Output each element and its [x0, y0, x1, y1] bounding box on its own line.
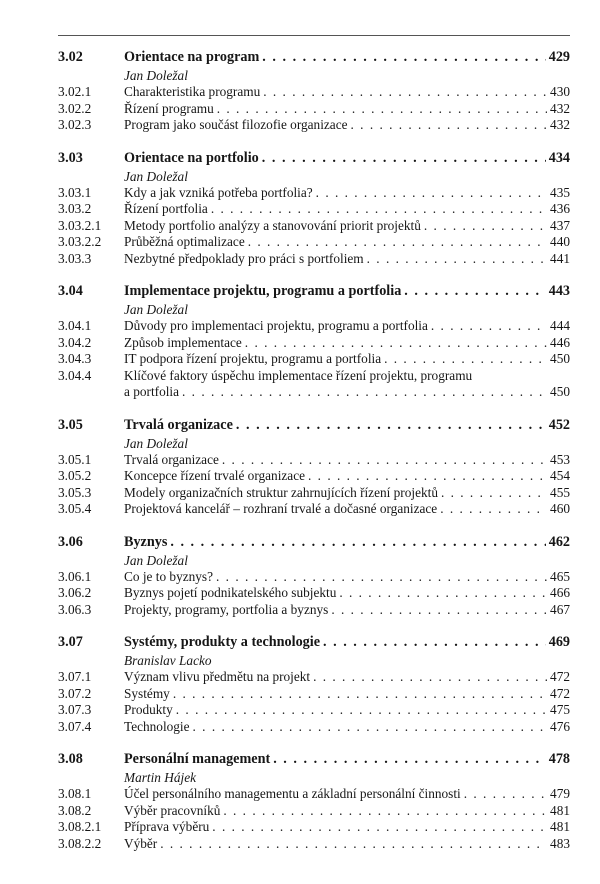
- entry-number: 3.05.2: [58, 468, 92, 483]
- entry-title: Řízení portfolia: [124, 201, 208, 216]
- entry-title: Trvalá organizace: [124, 451, 219, 467]
- entry-page: 466: [550, 585, 570, 600]
- entry-page: 454: [550, 468, 570, 483]
- chapter-number: 3.02: [58, 49, 83, 65]
- author-row: [58, 170, 570, 186]
- entry-page: 450: [550, 384, 570, 399]
- chapter-title: Orientace na portfolio: [124, 149, 259, 166]
- chapter-page: 469: [548, 634, 570, 650]
- chapter-page: 443: [548, 283, 570, 299]
- entry-number: 3.03.2: [58, 201, 92, 216]
- toc-entry: [58, 486, 570, 503]
- entry-title: Důvody pro implementaci projektu, programu a portfolia: [124, 318, 428, 333]
- top-rule: [58, 35, 570, 36]
- chapter-title: Byznys: [124, 533, 168, 550]
- entry-number: 3.02.3: [58, 117, 92, 132]
- toc-entry: [58, 687, 570, 704]
- chapter-heading: [58, 635, 570, 654]
- entry-page: 436: [550, 201, 570, 216]
- entry-number: 3.05.1: [58, 451, 92, 467]
- entry-page: 481: [550, 802, 570, 818]
- chapter-3-06: [58, 535, 570, 620]
- toc-entry: [58, 252, 570, 269]
- entry-number: 3.03.3: [58, 250, 92, 266]
- chapter-title: Personální management: [124, 751, 271, 767]
- entry-number: 3.04.4: [58, 367, 92, 383]
- entry-title: Průběžná optimalizace: [124, 234, 245, 249]
- toc-entry: [58, 336, 570, 353]
- dot-leader: [173, 687, 547, 700]
- chapter-title: Orientace na program: [124, 49, 260, 65]
- dot-leader: [384, 352, 547, 365]
- dot-leader: [262, 50, 545, 64]
- author-row: [58, 303, 570, 319]
- entry-number: 3.03.1: [58, 184, 92, 200]
- entry-title: Charakteristika programu: [124, 84, 261, 99]
- entry-page: 460: [550, 501, 570, 516]
- dot-leader: [440, 502, 547, 515]
- chapter-3-03: [58, 151, 570, 269]
- toc-entry: [58, 352, 570, 369]
- dot-leader: [236, 418, 546, 432]
- chapter-author: Jan Doležal: [124, 68, 188, 83]
- dot-leader: [193, 720, 548, 733]
- entry-page: 450: [550, 351, 570, 366]
- author-row: [58, 437, 570, 453]
- chapter-number: 3.08: [58, 751, 83, 767]
- toc-entry: [58, 85, 570, 102]
- entry-title: Význam vlivu předmětu na projekt: [124, 669, 311, 684]
- entry-page: 444: [550, 318, 570, 333]
- dot-leader: [308, 469, 547, 482]
- dot-leader: [223, 804, 547, 817]
- chapter-author: Jan Doležal: [124, 302, 188, 317]
- entry-page: 465: [550, 568, 570, 584]
- entry-number: 3.07.3: [58, 702, 92, 717]
- dot-leader: [441, 486, 547, 499]
- entry-title: Kdy a jak vzniká potřeba portfolia?: [124, 184, 313, 200]
- entry-page: 432: [550, 100, 570, 116]
- entry-number: 3.04.3: [58, 351, 92, 366]
- entry-number: 3.06.3: [58, 601, 92, 617]
- entry-page: 435: [550, 184, 570, 200]
- entry-title: Metody portfolio analýzy a stanovování priorit projektů: [124, 217, 421, 233]
- chapter-page: 429: [548, 49, 570, 65]
- dot-leader: [464, 787, 547, 800]
- dot-leader: [323, 635, 546, 649]
- dot-leader: [248, 235, 547, 248]
- chapter-title: Implementace projektu, programu a portfolia: [124, 283, 402, 299]
- toc-entry: [58, 603, 570, 620]
- entry-number: 3.04.1: [58, 318, 92, 333]
- entry-number: 3.07.2: [58, 685, 92, 701]
- chapter-number: 3.05: [58, 416, 83, 433]
- dot-leader: [316, 186, 547, 199]
- entry-page: 446: [550, 334, 570, 350]
- chapter-title: Systémy, produkty a technologie: [124, 634, 321, 650]
- entry-title: Technologie: [124, 718, 190, 734]
- entry-title-continuation: a portfolia: [124, 384, 180, 399]
- entry-page: 430: [550, 84, 570, 99]
- toc-entry: [58, 670, 570, 687]
- chapter-title: Trvalá organizace: [124, 416, 233, 433]
- entry-page: 483: [550, 835, 570, 851]
- entry-title: Způsob implementace: [124, 334, 242, 350]
- chapter-author: Martin Hájek: [124, 770, 197, 785]
- chapter-page: 452: [548, 416, 570, 433]
- entry-page: 479: [550, 786, 570, 801]
- entry-page: 432: [550, 117, 570, 132]
- toc-entry: [58, 369, 570, 386]
- entry-number: 3.08.2.2: [58, 835, 102, 851]
- author-row: [58, 554, 570, 570]
- entry-number: 3.06.1: [58, 568, 92, 584]
- author-row: [58, 654, 570, 670]
- chapter-3-08: [58, 752, 570, 853]
- entry-page: 472: [550, 685, 570, 701]
- entry-number: 3.06.2: [58, 585, 92, 600]
- dot-leader: [222, 453, 547, 466]
- entry-title: Příprava výběru: [124, 819, 210, 834]
- toc-entry: [58, 219, 570, 236]
- toc-entry: [58, 453, 570, 470]
- entry-title: Projektová kancelář – rozhraní trvalé a dočasné organizace: [124, 501, 438, 516]
- entry-page: 481: [550, 819, 570, 834]
- toc-entry: [58, 820, 570, 837]
- entry-page: 441: [550, 250, 570, 266]
- dot-leader: [262, 151, 546, 165]
- chapter-heading: [58, 418, 570, 437]
- author-row: [58, 69, 570, 85]
- chapter-number: 3.07: [58, 634, 83, 650]
- entry-page: 455: [550, 484, 570, 500]
- toc-entry: [58, 235, 570, 252]
- entry-title: Koncepce řízení trvalé organizace: [124, 468, 306, 483]
- chapter-heading: [58, 151, 570, 170]
- chapter-3-04: [58, 284, 570, 402]
- entry-title: Systémy: [124, 685, 170, 701]
- dot-leader: [217, 102, 547, 115]
- entry-number: 3.08.2.1: [58, 819, 102, 834]
- chapter-heading: [58, 535, 570, 554]
- dot-leader: [431, 319, 547, 332]
- toc-entry: [58, 319, 570, 336]
- chapter-number: 3.04: [58, 283, 83, 299]
- dot-leader: [273, 752, 546, 766]
- dot-leader: [404, 284, 545, 298]
- toc-entry: [58, 837, 570, 854]
- toc-entry: [58, 787, 570, 804]
- entry-number: 3.08.2: [58, 802, 92, 818]
- chapter-heading: [58, 752, 570, 771]
- toc-entry: [58, 720, 570, 737]
- dot-leader: [212, 820, 547, 833]
- entry-number: 3.02.1: [58, 84, 92, 99]
- entry-title: Co je to byznys?: [124, 568, 214, 584]
- entry-title: Program jako součást filozofie organizace: [124, 117, 348, 132]
- chapter-author: Jan Doležal: [124, 435, 188, 451]
- entry-number: 3.05.3: [58, 484, 92, 500]
- toc-entry: [58, 118, 570, 135]
- entry-number: 3.05.4: [58, 501, 92, 516]
- dot-leader: [211, 202, 547, 215]
- chapter-number: 3.06: [58, 533, 83, 550]
- dot-leader: [245, 336, 547, 349]
- toc-entry: [58, 102, 570, 119]
- toc-entry: [58, 804, 570, 821]
- entry-number: 3.08.1: [58, 786, 92, 801]
- entry-page: 437: [550, 217, 570, 233]
- chapter-author: Jan Doležal: [124, 552, 188, 568]
- toc-entry: [58, 703, 570, 720]
- entry-title: Projekty, programy, portfolia a byznys: [124, 601, 329, 617]
- entry-number: 3.04.2: [58, 334, 92, 350]
- entry-number: 3.07.4: [58, 718, 92, 734]
- entry-page: 476: [550, 718, 570, 734]
- chapter-3-02: [58, 50, 570, 135]
- dot-leader: [331, 603, 547, 616]
- dot-leader: [263, 85, 547, 98]
- table-of-contents: [58, 50, 570, 869]
- chapter-page: 434: [548, 149, 570, 166]
- entry-number: 3.02.2: [58, 100, 92, 116]
- entry-page: 467: [550, 601, 570, 617]
- entry-title: Modely organizačních struktur zahrnujících řízení projektů: [124, 484, 438, 500]
- toc-entry-continuation: [58, 385, 570, 402]
- toc-entry: [58, 202, 570, 219]
- author-row: [58, 771, 570, 787]
- dot-leader: [170, 535, 545, 549]
- dot-leader: [313, 670, 547, 683]
- entry-title: Produkty: [124, 702, 173, 717]
- entry-title: IT podpora řízení projektu, programu a portfolia: [124, 351, 382, 366]
- dot-leader: [160, 837, 547, 850]
- entry-number: 3.03.2.2: [58, 234, 102, 249]
- dot-leader: [424, 219, 547, 232]
- toc-entry: [58, 186, 570, 203]
- entry-page: 453: [550, 451, 570, 467]
- toc-entry: [58, 586, 570, 603]
- entry-title: Klíčové faktory úspěchu implementace řízení projektu, programu: [124, 367, 473, 383]
- chapter-3-05: [58, 418, 570, 519]
- entry-title: Řízení programu: [124, 100, 214, 116]
- toc-entry: [58, 502, 570, 519]
- chapter-3-07: [58, 635, 570, 736]
- entry-number: 3.07.1: [58, 669, 92, 684]
- entry-page: 475: [550, 702, 570, 717]
- dot-leader: [367, 252, 547, 265]
- chapter-heading: [58, 284, 570, 303]
- entry-title: Účel personálního managementu a základní personální činnosti: [124, 786, 461, 801]
- toc-entry: [58, 469, 570, 486]
- dot-leader: [339, 586, 547, 599]
- entry-page: 472: [550, 669, 570, 684]
- dot-leader: [351, 118, 548, 131]
- chapter-page: 478: [548, 751, 570, 767]
- chapter-heading: [58, 50, 570, 69]
- entry-page: 440: [550, 234, 570, 249]
- chapter-number: 3.03: [58, 149, 83, 166]
- chapter-page: 462: [548, 533, 570, 550]
- entry-title: Byznys pojetí podnikatelského subjektu: [124, 585, 337, 600]
- chapter-author: Jan Doležal: [124, 168, 188, 184]
- entry-title: Výběr pracovníků: [124, 802, 221, 818]
- entry-title: Výběr: [124, 835, 158, 851]
- entry-number: 3.03.2.1: [58, 217, 102, 233]
- dot-leader: [176, 703, 547, 716]
- dot-leader: [182, 385, 547, 398]
- chapter-author: Branislav Lacko: [124, 653, 212, 668]
- toc-entry: [58, 570, 570, 587]
- dot-leader: [216, 570, 547, 583]
- entry-title: Nezbytné předpoklady pro práci s portfoliem: [124, 250, 364, 266]
